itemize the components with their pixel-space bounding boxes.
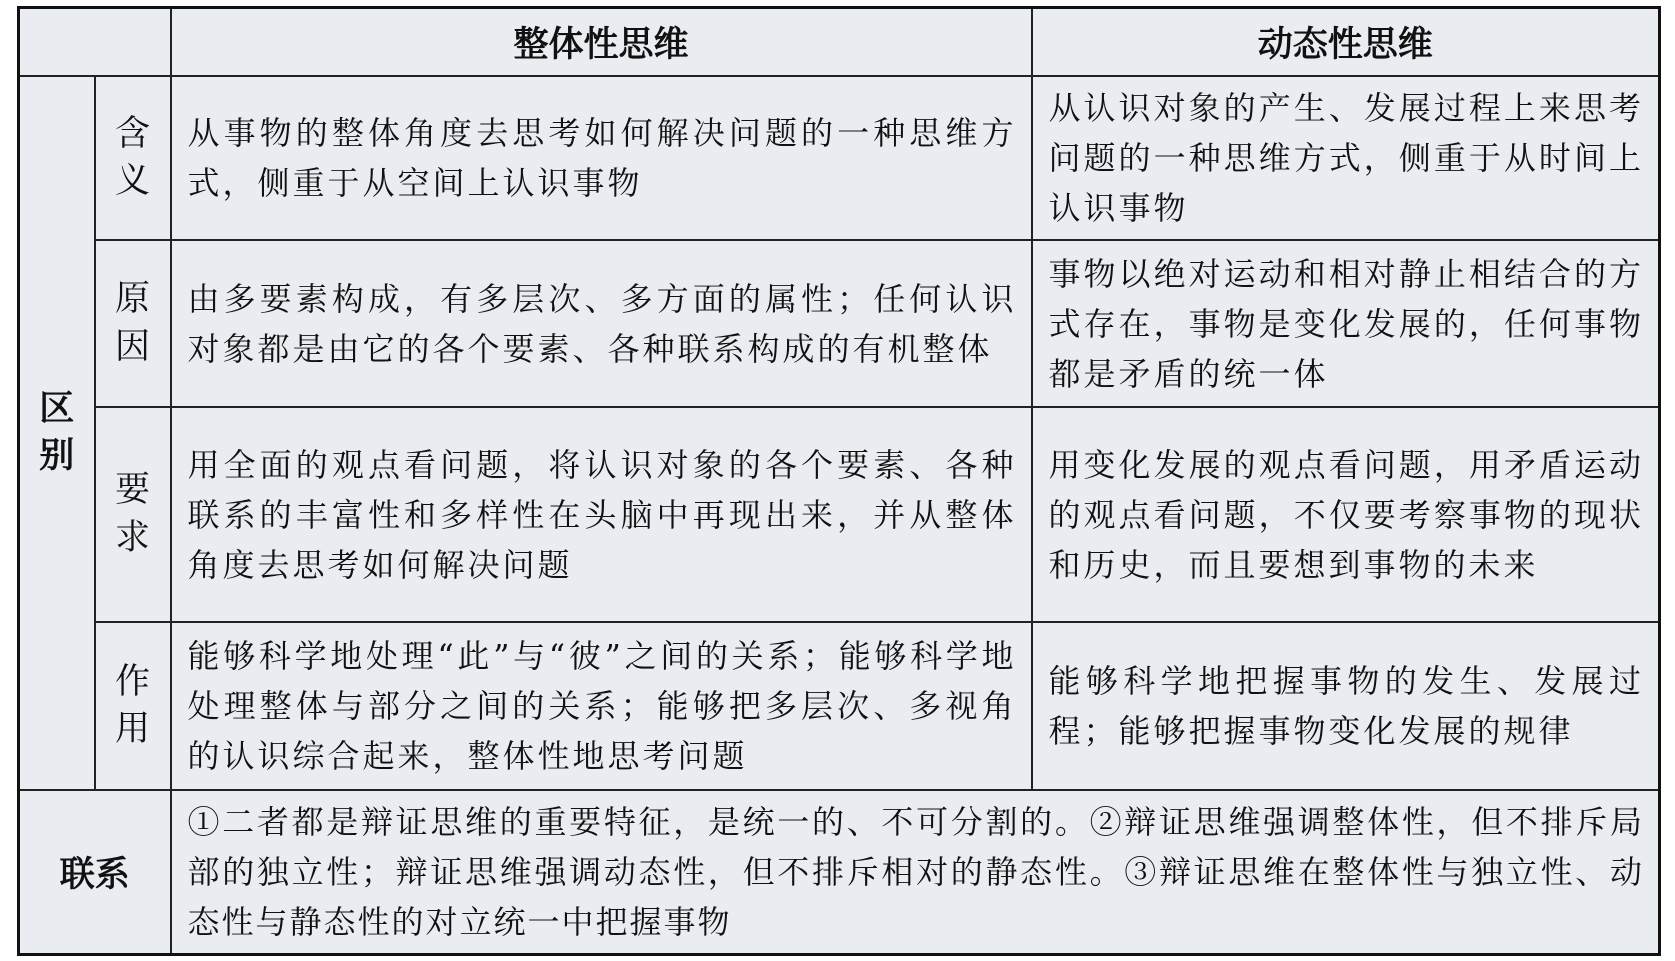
link-label: 联系 [19, 790, 171, 955]
cell-dynamic-reason: 事物以绝对运动和相对静止相结合的方式存在，事物是变化发展的，任何事物都是矛盾的统一体 [1032, 240, 1660, 407]
difference-group-label [19, 76, 95, 790]
difference-label-text: 区别 [39, 388, 75, 476]
row-label-reason [95, 240, 171, 407]
table-row [19, 407, 1660, 622]
row-label-requirement [95, 407, 171, 622]
row-label-meaning [95, 76, 171, 240]
comparison-table [17, 6, 1661, 956]
cell-holistic-function: 能够科学地处理“此”与“彼”之间的关系；能够科学地处理整体与部分之间的关系；能够把多层次、多视角的认识综合起来，整体性地思考问题 [171, 622, 1032, 790]
row-label-text: 要求 [114, 470, 150, 558]
cell-dynamic-function: 能够科学地把握事物的发生、发展过程；能够把握事物变化发展的规律 [1032, 622, 1660, 790]
row-label-function [95, 622, 171, 790]
link-row [19, 790, 1660, 955]
row-label-text: 原因 [114, 279, 150, 367]
comparison-table-frame [17, 6, 1658, 953]
row-label-text: 含义 [114, 113, 150, 201]
cell-dynamic-requirement: 用变化发展的观点看问题，用矛盾运动的观点看问题，不仅要考察事物的现状和历史，而且要想到事物的未来 [1032, 407, 1660, 622]
table-row [19, 622, 1660, 790]
table-row [19, 240, 1660, 407]
cell-holistic-meaning: 从事物的整体角度去思考如何解决问题的一种思维方式，侧重于从空间上认识事物 [171, 76, 1032, 240]
cell-holistic-requirement: 用全面的观点看问题，将认识对象的各个要素、各种联系的丰富性和多样性在头脑中再现出来，并从整体角度去思考如何解决问题 [171, 407, 1032, 622]
cell-dynamic-meaning: 从认识对象的产生、发展过程上来思考问题的一种思维方式，侧重于从时间上认识事物 [1032, 76, 1660, 240]
header-dynamic-thinking: 动态性思维 [1032, 8, 1660, 77]
link-text: ①二者都是辩证思维的重要特征，是统一的、不可分割的。②辩证思维强调整体性，但不排斥局部的独立性；辩证思维强调动态性，但不排斥相对的静态性。③辩证思维在整体性与独立性、动态性与静态性的对立统一中把握事物 [171, 790, 1660, 955]
header-row [19, 8, 1660, 77]
corner-cell [19, 8, 171, 77]
table-row [19, 76, 1660, 240]
cell-holistic-reason: 由多要素构成，有多层次、多方面的属性；任何认识对象都是由它的各个要素、各种联系构成的有机整体 [171, 240, 1032, 407]
header-holistic-thinking: 整体性思维 [171, 8, 1032, 77]
row-label-text: 作用 [114, 661, 150, 749]
